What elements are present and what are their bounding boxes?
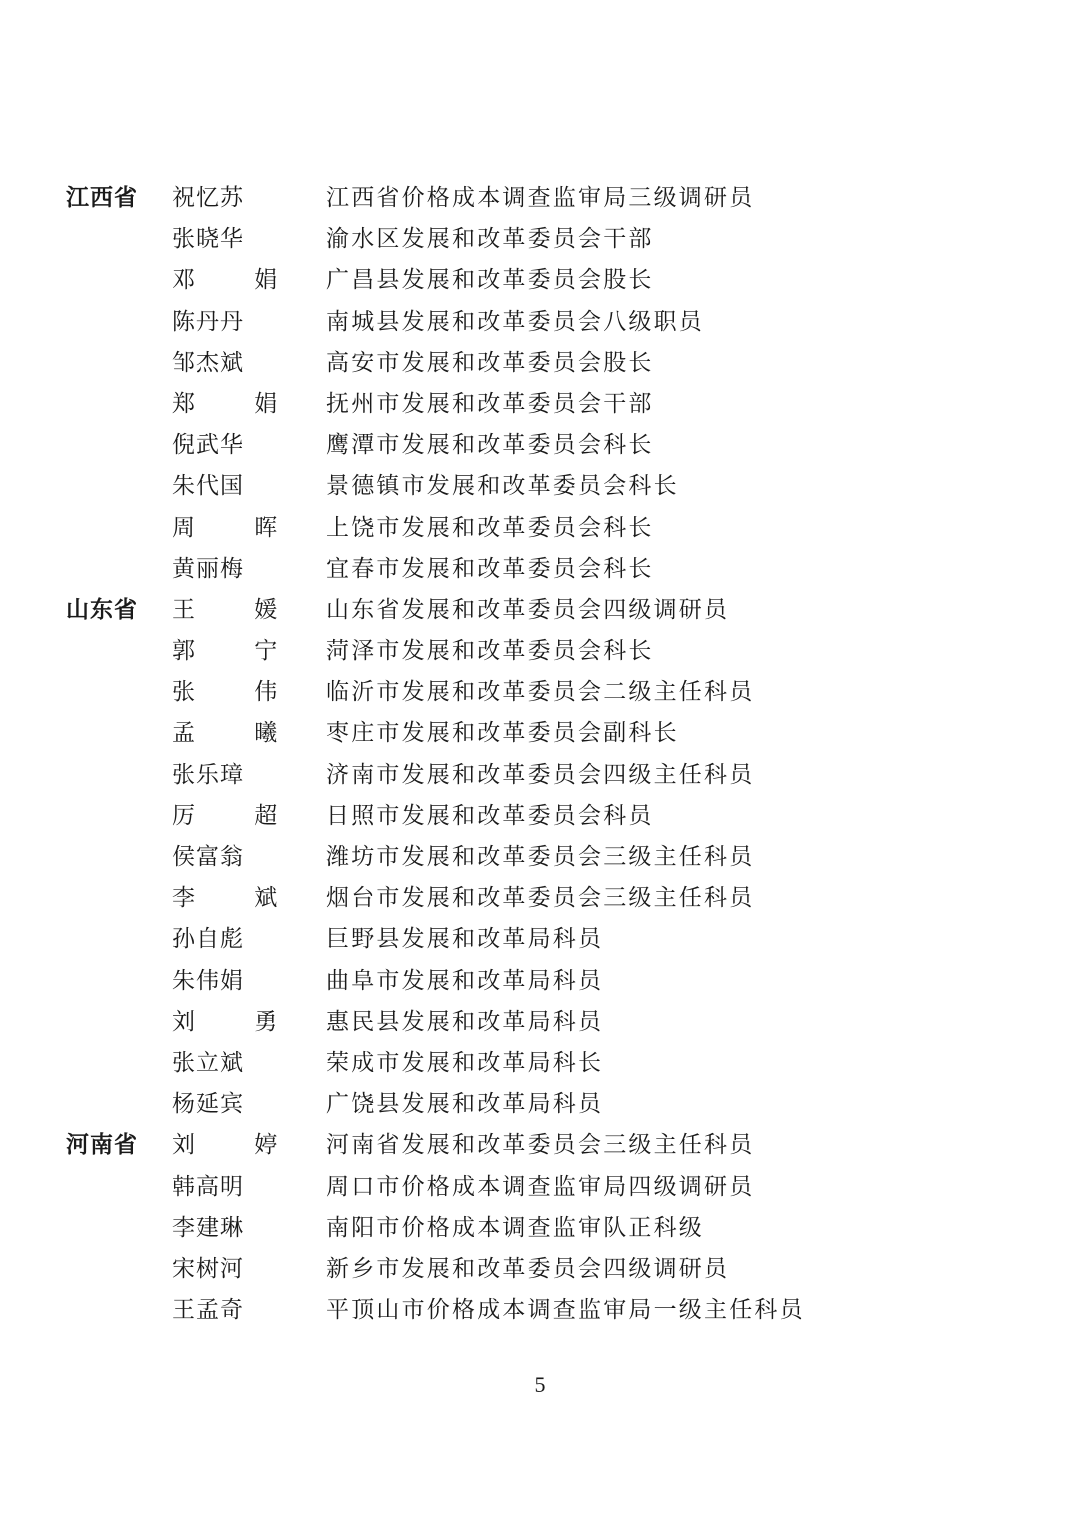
roster-row [0, 837, 1080, 878]
person-title: 高安市发展和改革委员会股长 [326, 349, 654, 376]
province-label: 江西省 [66, 185, 138, 211]
person-name: 祝忆苏 [172, 185, 244, 211]
person-name: 刘 勇 [172, 1008, 304, 1035]
roster-row [0, 672, 1080, 713]
roster-row [0, 260, 1080, 301]
roster-row [0, 1002, 1080, 1043]
person-name: 李建琳 [172, 1214, 244, 1241]
person-title: 景德镇市发展和改革委员会科长 [326, 473, 679, 500]
person-title: 曲阜市发展和改革局科员 [326, 967, 604, 994]
person-title: 巨野县发展和改革局科员 [326, 926, 604, 953]
person-title: 广饶县发展和改革局科员 [326, 1091, 604, 1118]
person-name: 孙自彪 [172, 926, 244, 953]
roster-row [0, 1249, 1080, 1290]
roster-row [0, 466, 1080, 507]
person-name: 郭 宁 [172, 638, 304, 665]
roster-row [0, 425, 1080, 466]
person-title: 抚州市发展和改革委员会干部 [326, 390, 654, 417]
person-title: 宜春市发展和改革委员会科长 [326, 555, 654, 582]
roster-row [0, 1084, 1080, 1125]
person-title: 南阳市价格成本调查监审队正科级 [326, 1214, 704, 1241]
roster-row [0, 590, 1080, 631]
roster-row [0, 1125, 1080, 1166]
person-name: 张 伟 [172, 679, 304, 706]
person-name: 张晓华 [172, 226, 244, 253]
person-title: 枣庄市发展和改革委员会副科长 [326, 720, 679, 747]
person-title: 山东省发展和改革委员会四级调研员 [326, 596, 730, 623]
person-name: 朱代国 [172, 473, 244, 500]
person-name: 陈丹丹 [172, 308, 244, 335]
person-title: 河南省发展和改革委员会三级主任科员 [326, 1132, 755, 1159]
person-name: 厉 超 [172, 802, 304, 829]
person-title: 荣成市发展和改革局科长 [326, 1049, 604, 1076]
roster-row [0, 549, 1080, 590]
person-title: 惠民县发展和改革局科员 [326, 1008, 604, 1035]
roster-row [0, 302, 1080, 343]
person-title: 临沂市发展和改革委员会二级主任科员 [326, 679, 755, 706]
person-title: 南城县发展和改革委员会八级职员 [326, 308, 704, 335]
person-title: 菏泽市发展和改革委员会科长 [326, 638, 654, 665]
person-name: 周 晖 [172, 514, 304, 541]
person-title: 烟台市发展和改革委员会三级主任科员 [326, 885, 755, 912]
roster-row [0, 919, 1080, 960]
person-name: 张立斌 [172, 1049, 244, 1076]
person-name: 倪武华 [172, 432, 244, 459]
roster-row [0, 178, 1080, 219]
person-name: 宋树河 [172, 1255, 244, 1282]
person-title: 江西省价格成本调查监审局三级调研员 [326, 185, 755, 211]
person-name: 王孟奇 [172, 1297, 244, 1324]
roster-row [0, 1290, 1080, 1331]
roster-row [0, 878, 1080, 919]
roster-row [0, 384, 1080, 425]
person-name: 郑 娟 [172, 390, 304, 417]
roster-row [0, 755, 1080, 796]
person-name: 孟 曦 [172, 720, 304, 747]
person-title: 平顶山市价格成本调查监审局一级主任科员 [326, 1297, 805, 1324]
roster-row [0, 796, 1080, 837]
person-title: 渝水区发展和改革委员会干部 [326, 226, 654, 253]
roster-row [0, 219, 1080, 260]
person-name: 邹杰斌 [172, 349, 244, 376]
roster-row [0, 713, 1080, 754]
roster-row [0, 1167, 1080, 1208]
province-label: 河南省 [66, 1132, 138, 1159]
person-title: 新乡市发展和改革委员会四级调研员 [326, 1255, 730, 1282]
person-name: 黄丽梅 [172, 555, 244, 582]
page-number: 5 [534, 1372, 546, 1397]
person-title: 上饶市发展和改革委员会科长 [326, 514, 654, 541]
roster-row [0, 1208, 1080, 1249]
roster-row [0, 1043, 1080, 1084]
person-title: 广昌县发展和改革委员会股长 [326, 267, 654, 294]
person-name: 邓 娟 [172, 267, 304, 294]
person-name: 侯富翁 [172, 844, 244, 870]
person-name: 李 斌 [172, 885, 304, 912]
person-name: 张乐璋 [172, 761, 244, 788]
person-name: 王 媛 [172, 596, 304, 623]
person-name: 刘 婷 [172, 1132, 304, 1159]
person-title: 鹰潭市发展和改革委员会科长 [326, 432, 654, 459]
person-name: 朱伟娟 [172, 967, 244, 994]
roster-row [0, 961, 1080, 1002]
person-title: 济南市发展和改革委员会四级主任科员 [326, 761, 755, 788]
person-name: 韩高明 [172, 1173, 244, 1200]
person-name: 杨延宾 [172, 1091, 244, 1118]
roster-row [0, 343, 1080, 384]
person-title: 日照市发展和改革委员会科员 [326, 802, 654, 829]
person-title: 周口市价格成本调查监审局四级调研员 [326, 1173, 755, 1200]
roster-row [0, 631, 1080, 672]
personnel-roster [0, 178, 1080, 1331]
person-title: 潍坊市发展和改革委员会三级主任科员 [326, 844, 755, 870]
roster-row [0, 508, 1080, 549]
province-label: 山东省 [66, 596, 138, 623]
